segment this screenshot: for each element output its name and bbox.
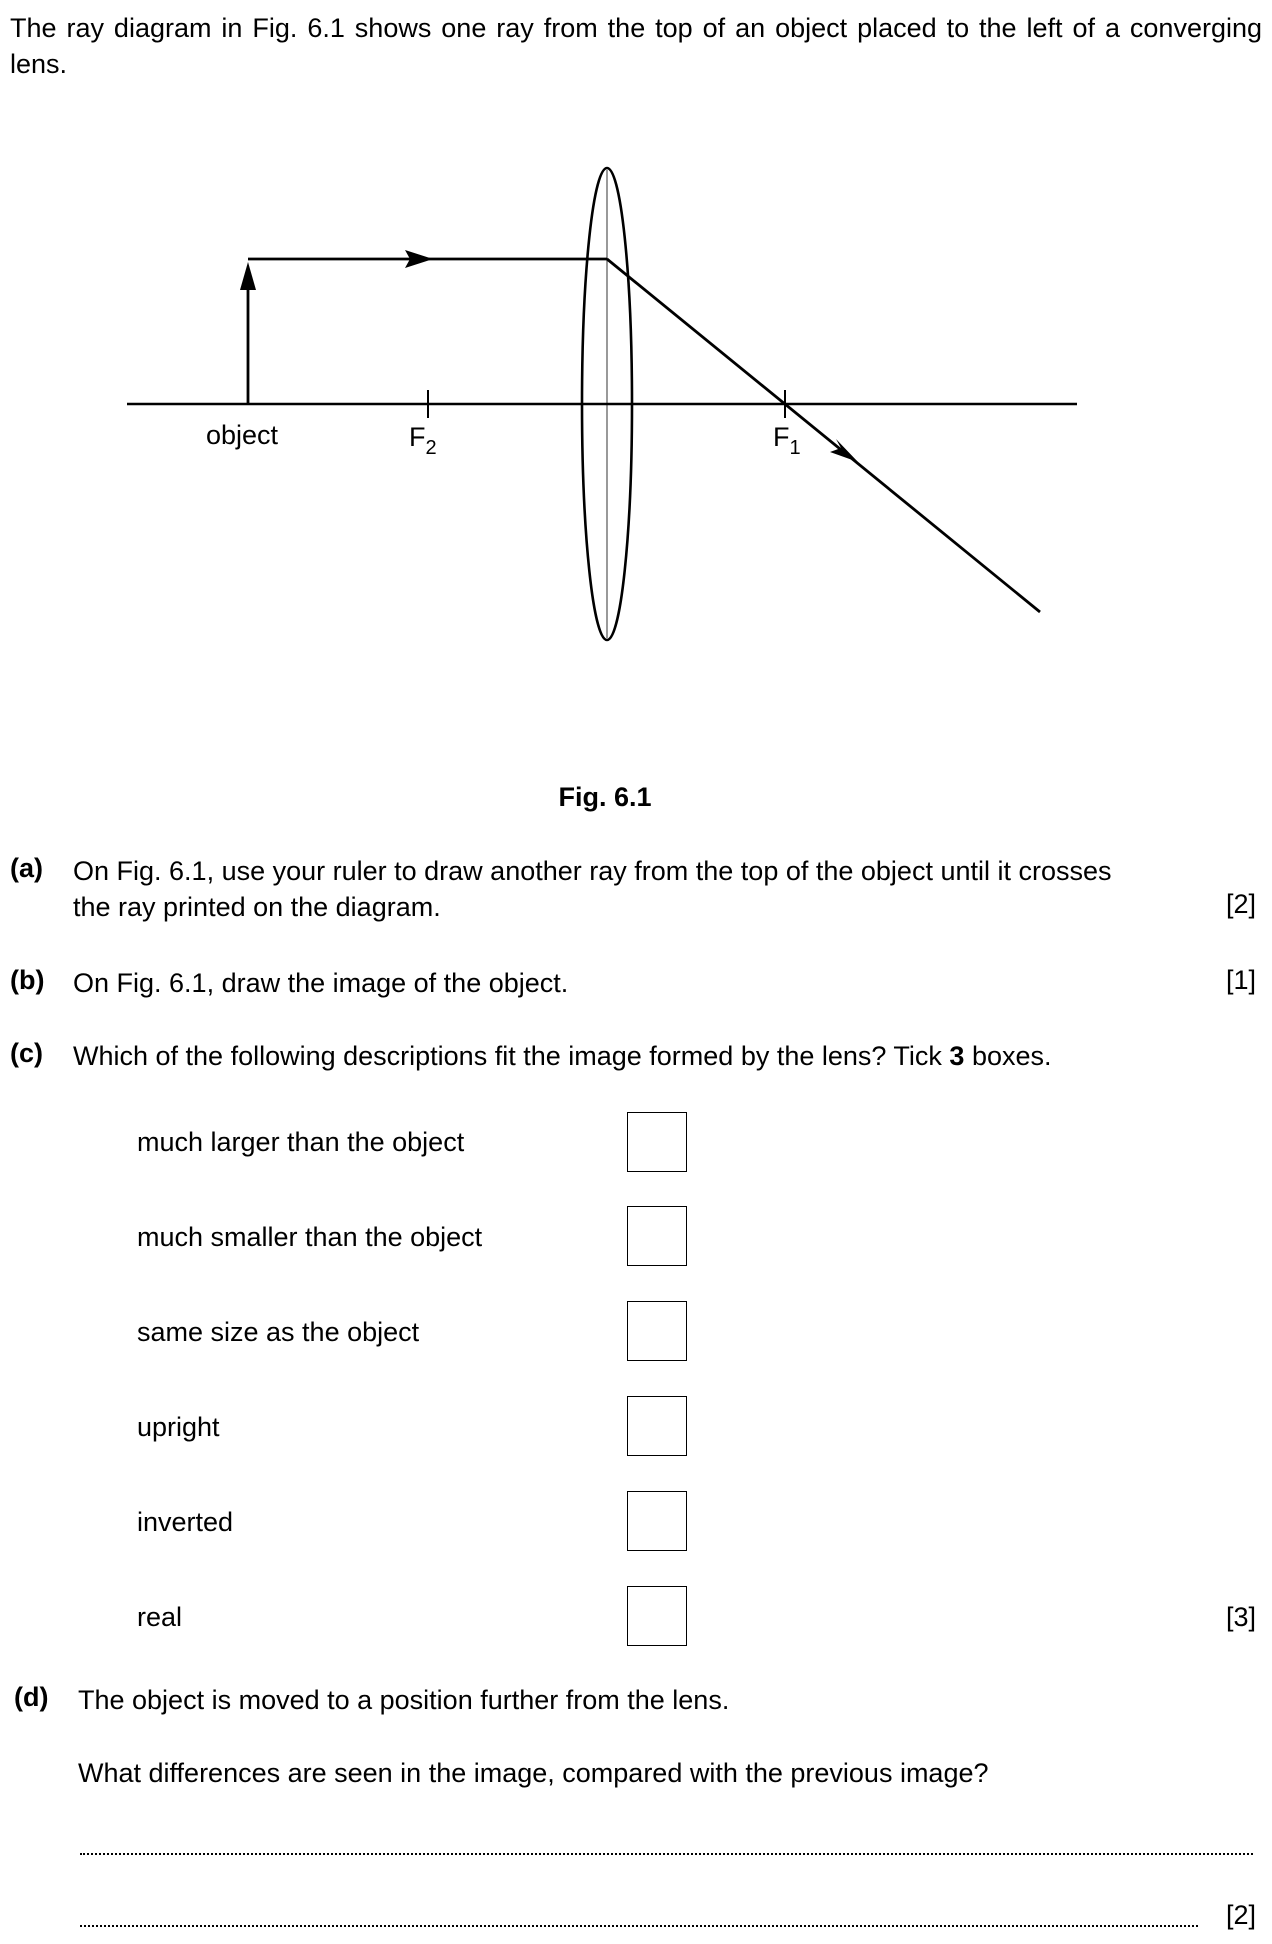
- answer-line-1[interactable]: [80, 1853, 1253, 1855]
- ray-diagram: [0, 0, 1272, 700]
- option-label: real: [137, 1602, 183, 1632]
- tick-box-much-larger[interactable]: [627, 1112, 687, 1172]
- figure-caption: Fig. 6.1: [558, 782, 652, 812]
- question-a-label: (a): [10, 853, 43, 883]
- option-label: same size as the object: [137, 1317, 420, 1347]
- question-a-marks: [2]: [1225, 889, 1256, 919]
- question-c-marks: [3]: [1225, 1602, 1256, 1632]
- question-a-line2: the ray printed on the diagram.: [73, 892, 441, 922]
- f2-label: $F_2$: [409, 422, 437, 459]
- object-label: object: [206, 420, 279, 450]
- question-d-line2: What differences are seen in the image, compared with the previous image?: [78, 1758, 989, 1788]
- question-a-line1: On Fig. 6.1, use your ruler to draw another ray from the top of the object until it crosses: [73, 856, 1112, 886]
- answer-line-2[interactable]: [80, 1925, 1198, 1927]
- tick-box-inverted[interactable]: [627, 1491, 687, 1551]
- question-c-label: (c): [10, 1038, 43, 1068]
- object-arrowhead: [240, 262, 256, 290]
- intro-text: The ray diagram in Fig. 6.1 shows one ray from the top of an object placed to the left of a converging lens.: [10, 13, 1262, 79]
- question-b-marks: [1]: [1225, 965, 1256, 995]
- question-d-line1: The object is moved to a position further from the lens.: [78, 1685, 730, 1715]
- option-label: much smaller than the object: [137, 1222, 483, 1252]
- f1-label: $F_1$: [773, 422, 801, 459]
- option-label: much larger than the object: [137, 1127, 465, 1157]
- tick-box-upright[interactable]: [627, 1396, 687, 1456]
- question-b-text: On Fig. 6.1, draw the image of the object.: [73, 968, 569, 998]
- question-c-text: Which of the following descriptions fit the image formed by the lens? Tick 3 boxes.: [73, 1041, 1052, 1071]
- tick-box-much-smaller[interactable]: [627, 1206, 687, 1266]
- option-label: inverted: [137, 1507, 234, 1537]
- option-label: upright: [137, 1412, 220, 1442]
- question-d-marks: [2]: [1225, 1900, 1256, 1930]
- question-d-label: (d): [14, 1682, 49, 1712]
- tick-box-real[interactable]: [627, 1586, 687, 1646]
- question-b-label: (b): [10, 965, 45, 995]
- refracted-ray: [607, 259, 1040, 612]
- tick-box-same-size[interactable]: [627, 1301, 687, 1361]
